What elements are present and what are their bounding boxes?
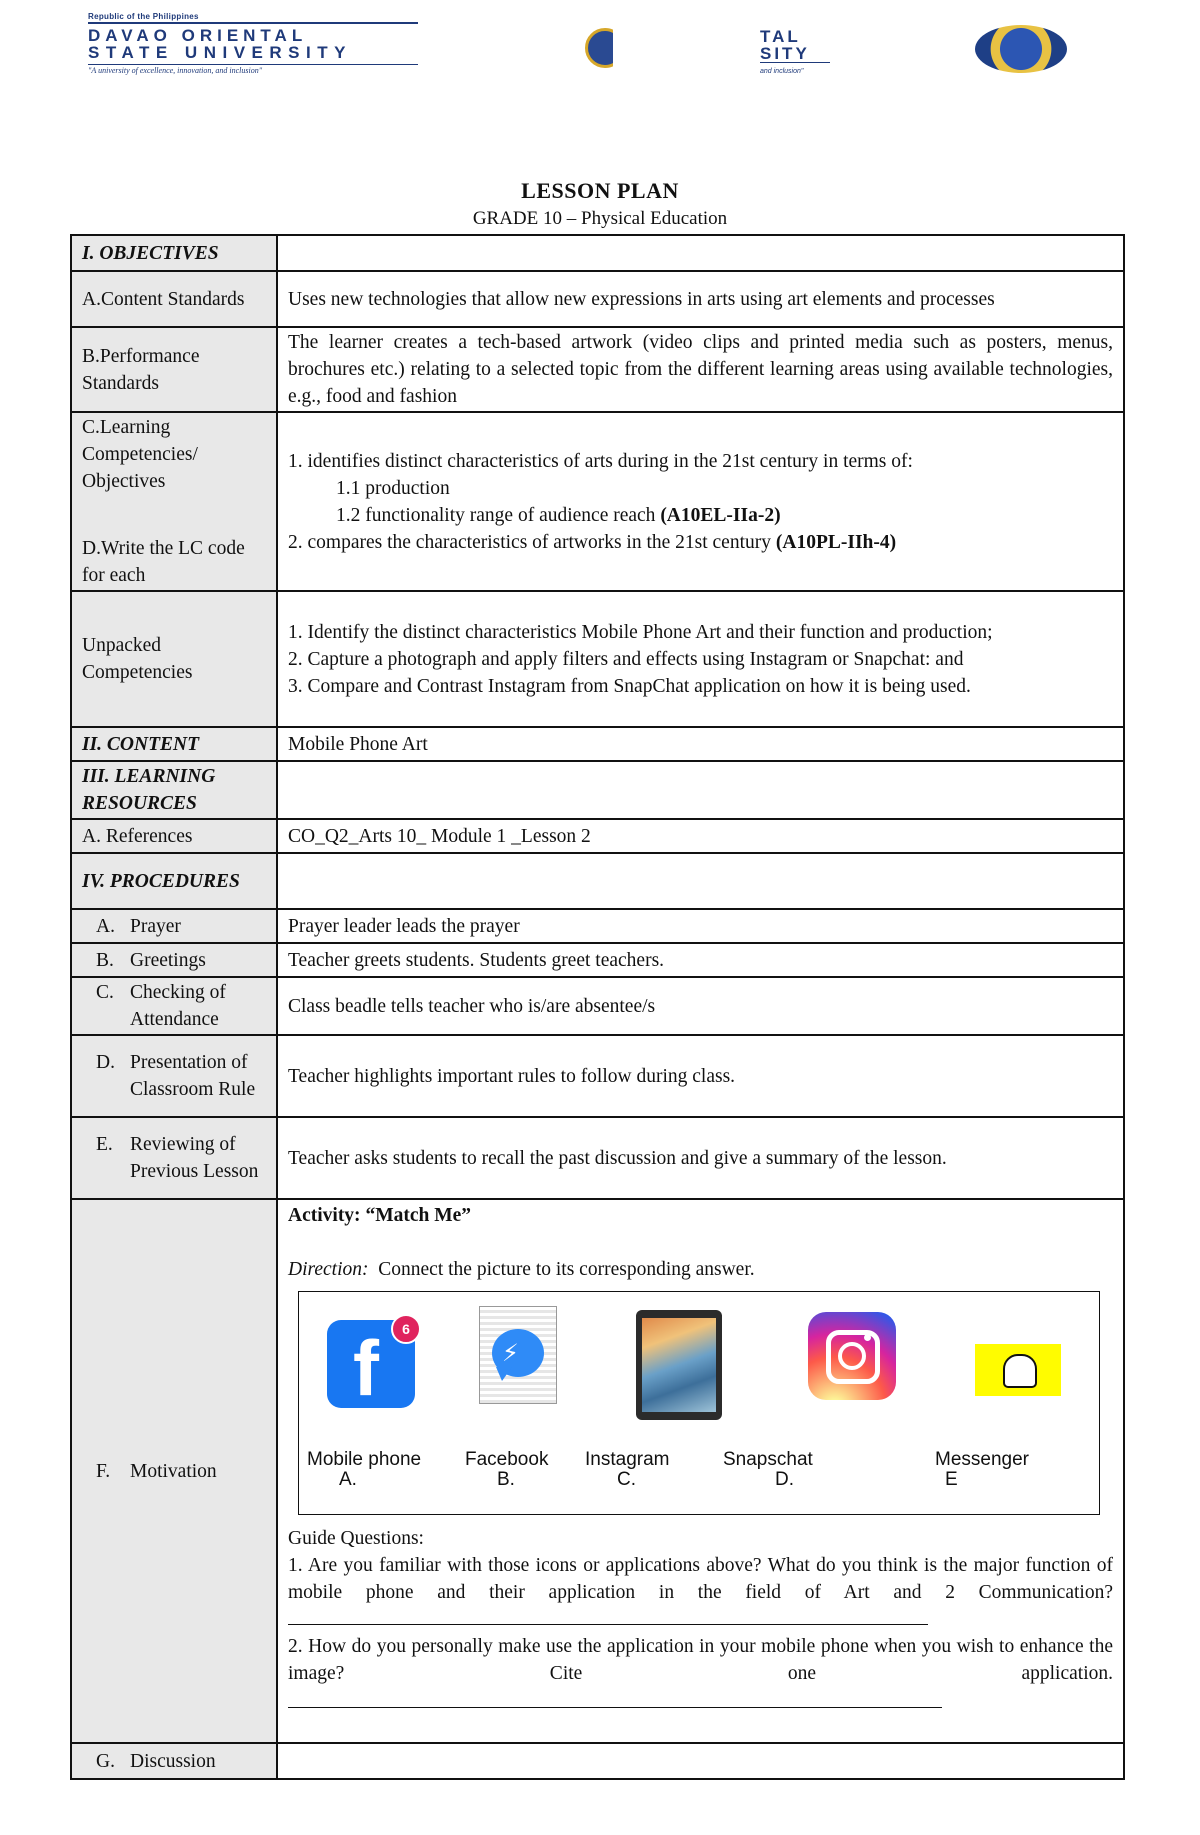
unpacked-value — [277, 591, 1124, 727]
messenger-app-icon[interactable] — [479, 1306, 557, 1404]
table-row — [71, 412, 1124, 591]
lesson-plan-table — [70, 234, 1125, 1780]
snapchat-ghost-icon — [1003, 1354, 1037, 1388]
discussion-empty-cell — [277, 1743, 1124, 1779]
guide-question-2: 2. How do you personally make use the application in your mobile phone when you wish to enhance the image? Cite one application. — [288, 1636, 1113, 1684]
performance-standards-value: The learner creates a tech-based artwork (video clips and printed media such as posters, menus, brochures etc.) relating to a selected topic from the different learning areas using available technologies, e.g., food and fashion — [277, 327, 1124, 412]
content-value: Mobile Phone Art — [277, 727, 1124, 761]
competency-1-code: (A10EL-IIa-2) — [660, 504, 781, 526]
instagram-lens — [838, 1342, 866, 1370]
table-row — [71, 591, 1124, 727]
guide-question-1-block — [288, 1552, 1113, 1633]
performance-standards-label: B.Performance Standards — [71, 327, 277, 412]
rules-label: Presentation of Classroom Rule — [130, 1052, 256, 1100]
discussion-letter: G. — [96, 1750, 115, 1772]
table-row — [71, 1743, 1124, 1779]
prayer-label: Prayer — [130, 915, 181, 937]
seal-disc — [585, 28, 613, 68]
rules-letter: D. — [96, 1052, 115, 1073]
motivation-label: Motivation — [130, 1460, 217, 1482]
objectives-heading: I. OBJECTIVES — [71, 235, 277, 271]
instagram-dot — [864, 1334, 871, 1341]
answer-blank-line — [288, 1687, 1113, 1716]
logo-fragment-tagline: and inclusion" — [760, 62, 830, 80]
unpacked-label: Unpacked Competencies — [71, 591, 277, 727]
app-option-facebook — [465, 1450, 548, 1490]
motivation-letter: F. — [96, 1460, 111, 1482]
greetings-letter: B. — [96, 949, 114, 971]
snapchat-app-icon[interactable] — [975, 1344, 1061, 1396]
table-row — [71, 977, 1124, 1035]
table-row — [71, 1035, 1124, 1117]
app-option-letter: B. — [497, 1469, 515, 1490]
table-row — [71, 1199, 1124, 1743]
activity-label: Activity: — [288, 1205, 361, 1226]
prayer-letter: A. — [96, 915, 115, 937]
app-option-name: Facebook — [465, 1449, 549, 1470]
phone-screen — [642, 1318, 716, 1412]
logo-fragment-line1: TAL — [760, 27, 801, 46]
app-option-snapschat — [723, 1450, 813, 1490]
greetings-label-cell — [71, 943, 277, 977]
table-row — [71, 271, 1124, 327]
table-row — [71, 327, 1124, 412]
page-subtitle: GRADE 10 – Physical Education — [472, 208, 728, 229]
attendance-value: Class beadle tells teacher who is/are absentee/s — [277, 977, 1124, 1035]
unpacked-3: 3. Compare and Contrast Instagram from SnapChat application on how it is being used. — [288, 675, 971, 697]
university-tagline: "A university of excellence, innovation, and inclusion" — [88, 64, 418, 75]
app-option-name: Mobile phone — [307, 1449, 422, 1470]
app-option-messenger — [935, 1450, 1029, 1490]
direction-line — [288, 1256, 1113, 1283]
procedures-heading: IV. PROCEDURES — [71, 853, 277, 909]
competency-1-1: 1.1 production — [336, 477, 450, 499]
table-row — [71, 853, 1124, 909]
university-name-line2: STATE UNIVERSITY — [88, 43, 352, 62]
procedures-empty-cell — [277, 853, 1124, 909]
review-value: Teacher asks students to recall the past discussion and give a summary of the lesson. — [277, 1117, 1124, 1199]
objectives-empty-cell — [277, 235, 1124, 271]
table-row — [71, 1117, 1124, 1199]
prayer-label-cell — [71, 909, 277, 943]
table-row — [71, 943, 1124, 977]
university-seal-partial — [585, 28, 613, 68]
resources-heading: III. LEARNING RESOURCES — [71, 761, 277, 819]
greetings-value: Teacher greets students. Students greet teachers. — [277, 943, 1124, 977]
app-option-instagram — [585, 1450, 669, 1490]
seal-icon — [975, 25, 1067, 73]
table-row — [71, 819, 1124, 853]
competency-2-line — [288, 529, 1113, 556]
competency-2-code: (A10PL-IIh-4) — [775, 531, 897, 553]
unpacked-1: 1. Identify the distinct characteristics Mobile Phone Art and their function and production; — [288, 621, 993, 643]
unpacked-2: 2. Capture a photograph and apply filters and effects using Instagram or Snapchat: and — [288, 648, 964, 670]
references-label: A. References — [71, 819, 277, 853]
direction-text: Connect the picture to its corresponding answer. — [378, 1259, 755, 1280]
lightning-icon: ⚡ — [502, 1339, 519, 1367]
app-option-letter: A. — [339, 1469, 357, 1490]
facebook-app-icon[interactable] — [327, 1320, 415, 1412]
mobile-phone-image[interactable] — [636, 1310, 722, 1420]
rules-label-cell — [71, 1035, 277, 1117]
spacer — [288, 1229, 1113, 1256]
lc-code-label: D.Write the LC code for each — [82, 538, 245, 586]
table-row — [71, 909, 1124, 943]
university-name-line1: DAVAO ORIENTAL — [88, 26, 308, 45]
app-option-name: Messenger — [935, 1449, 1029, 1470]
answer-blank[interactable] — [288, 1624, 928, 1625]
greetings-label: Greetings — [130, 949, 206, 971]
resources-empty-cell — [277, 761, 1124, 819]
discussion-label-cell — [71, 1743, 277, 1779]
competencies-label-cell — [71, 412, 277, 591]
table-row — [71, 235, 1124, 271]
guide-question-1: 1. Are you familiar with those icons or applications above? What do you think is the major function of mobile phone and their application in the field of Art and 2 Communication? — [288, 1555, 1113, 1603]
app-option-letter: C. — [617, 1469, 636, 1490]
rules-value: Teacher highlights important rules to follow during class. — [277, 1035, 1124, 1117]
motivation-label-cell — [71, 1199, 277, 1743]
match-picture-box — [298, 1291, 1100, 1515]
competency-1: 1. identifies distinct characteristics of arts during in the 21st century in terms of: — [288, 450, 913, 472]
page-title: LESSON PLAN — [521, 178, 679, 203]
logo-fragment-line2: SITY — [760, 44, 810, 63]
university-logo — [88, 12, 418, 75]
app-option-name: Instagram — [585, 1449, 670, 1470]
prayer-value: Prayer leader leads the prayer — [277, 909, 1124, 943]
app-option-mobile-phone — [307, 1450, 421, 1490]
instagram-app-icon[interactable] — [808, 1312, 896, 1400]
competency-2: 2. compares the characteristics of artworks in the 21st century — [288, 531, 771, 553]
app-option-letter: E — [945, 1469, 958, 1490]
page-header — [0, 0, 1200, 110]
review-label: Reviewing of Previous Lesson — [130, 1134, 259, 1182]
references-value: CO_Q2_Arts 10_ Module 1 _Lesson 2 — [277, 819, 1124, 853]
direction-label: Direction: — [288, 1259, 369, 1280]
notification-badge: 6 — [391, 1314, 421, 1344]
logo-fragment — [760, 28, 830, 80]
label-spacer — [82, 495, 266, 535]
content-standards-label: A.Content Standards — [71, 271, 277, 327]
app-option-letter: D. — [775, 1469, 794, 1490]
content-standards-value: Uses new technologies that allow new expressions in arts using art elements and processes — [277, 271, 1124, 327]
motivation-value — [277, 1199, 1124, 1743]
activity-title: “Match Me” — [365, 1205, 472, 1226]
competency-1-2: 1.2 functionality range of audience reach — [336, 504, 656, 526]
attendance-letter: C. — [96, 982, 114, 1003]
discussion-label: Discussion — [130, 1750, 216, 1772]
republic-text: Republic of the Philippines — [88, 12, 199, 21]
facebook-f-glyph: f — [353, 1324, 379, 1412]
app-option-name: Snapschat — [723, 1449, 813, 1470]
answer-blank[interactable] — [288, 1687, 942, 1708]
review-label-cell — [71, 1117, 277, 1199]
attendance-label: Checking of Attendance — [130, 982, 226, 1030]
attendance-label-cell — [71, 977, 277, 1035]
messenger-bubble-tail — [496, 1367, 512, 1381]
review-letter: E. — [96, 1134, 113, 1155]
table-row — [71, 727, 1124, 761]
guide-questions-title: Guide Questions: — [288, 1528, 424, 1549]
logo-divider — [88, 22, 418, 24]
content-heading: II. CONTENT — [71, 727, 277, 761]
activity-line — [288, 1202, 1113, 1229]
competency-1-2-line — [288, 502, 1113, 529]
competencies-value — [277, 412, 1124, 591]
competencies-label: C.Learning Competencies/ Objectives — [82, 417, 198, 492]
table-row — [71, 761, 1124, 819]
